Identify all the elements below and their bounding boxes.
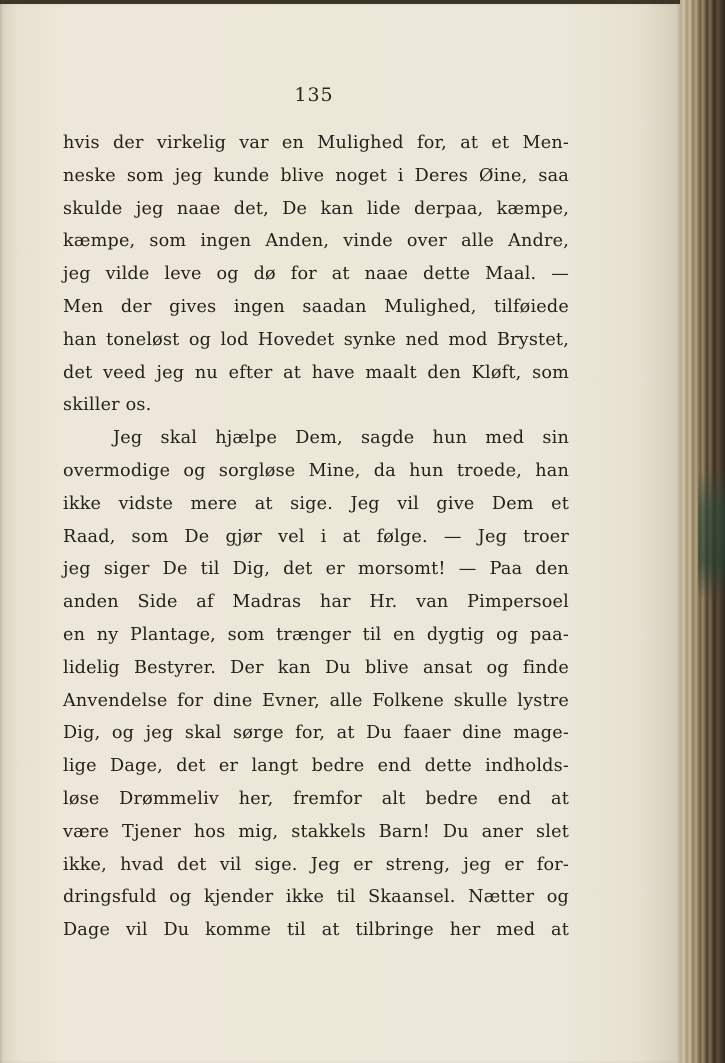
text-line: skiller os. — [63, 395, 152, 416]
page-number: 135 — [294, 84, 334, 106]
text-line: ikke, hvad det vil sige. Jeg er streng, jeg er for- — [63, 854, 569, 875]
text-line: Anvendelse for dine Evner, alle Folkene skulle lystre — [63, 690, 569, 711]
text-line: en ny Plantage, som trænger til en dygtig og paa- — [63, 624, 569, 645]
text-line: løse Drømmeliv her, fremfor alt bedre end at — [63, 788, 569, 809]
text-line: hvis der virkelig var en Mulighed for, at et Men- — [63, 133, 569, 153]
text-line: dringsfuld og kjender ikke til Skaansel. Nætter og — [63, 887, 569, 908]
text-line: Raad, som De gjør vel i at følge. — Jeg troer — [63, 526, 569, 547]
text-line: jeg vilde leve og dø for at naae dette Maal. — — [63, 264, 569, 285]
text-line: skulde jeg naae det, De kan lide derpaa, kæmpe, — [63, 198, 569, 219]
text-line: Jeg skal hjælpe Dem, sagde hun med sin — [113, 428, 569, 449]
text-line: Men der gives ingen saadan Mulighed, tilføiede — [63, 296, 569, 317]
text-line: Dage vil Du komme til at tilbringe her med at — [63, 920, 569, 941]
text-line: neske som jeg kunde blive noget i Deres Øine, saa — [63, 165, 569, 186]
text-line: jeg siger De til Dig, det er morsomt! — Paa den — [63, 559, 569, 580]
text-line: det veed jeg nu efter at have maalt den Kløft, som — [63, 362, 569, 383]
body-text — [63, 127, 569, 947]
text-line: lige Dage, det er langt bedre end dette indholds- — [63, 756, 569, 777]
text-line: Dig, og jeg skal sørge for, at Du faaer dine mage- — [63, 723, 569, 744]
text-line: anden Side af Madras har Hr. van Pimpersoel — [63, 592, 569, 613]
page-top-shadow — [0, 0, 680, 4]
text-line: overmodige og sorgløse Mine, da hun troede, han — [63, 460, 569, 481]
book-edge-stain — [698, 470, 725, 600]
text-line: han toneløst og lod Hovedet synke ned mod Brystet, — [63, 329, 569, 350]
text-line: være Tjener hos mig, stakkels Barn! Du aner slet — [63, 821, 569, 842]
text-line: kæmpe, som ingen Anden, vinde over alle Andre, — [63, 231, 569, 252]
text-line: ikke vidste mere at sige. Jeg vil give Dem et — [63, 493, 569, 514]
text-line: lidelig Bestyrer. Der kan Du blive ansat og finde — [63, 657, 569, 678]
